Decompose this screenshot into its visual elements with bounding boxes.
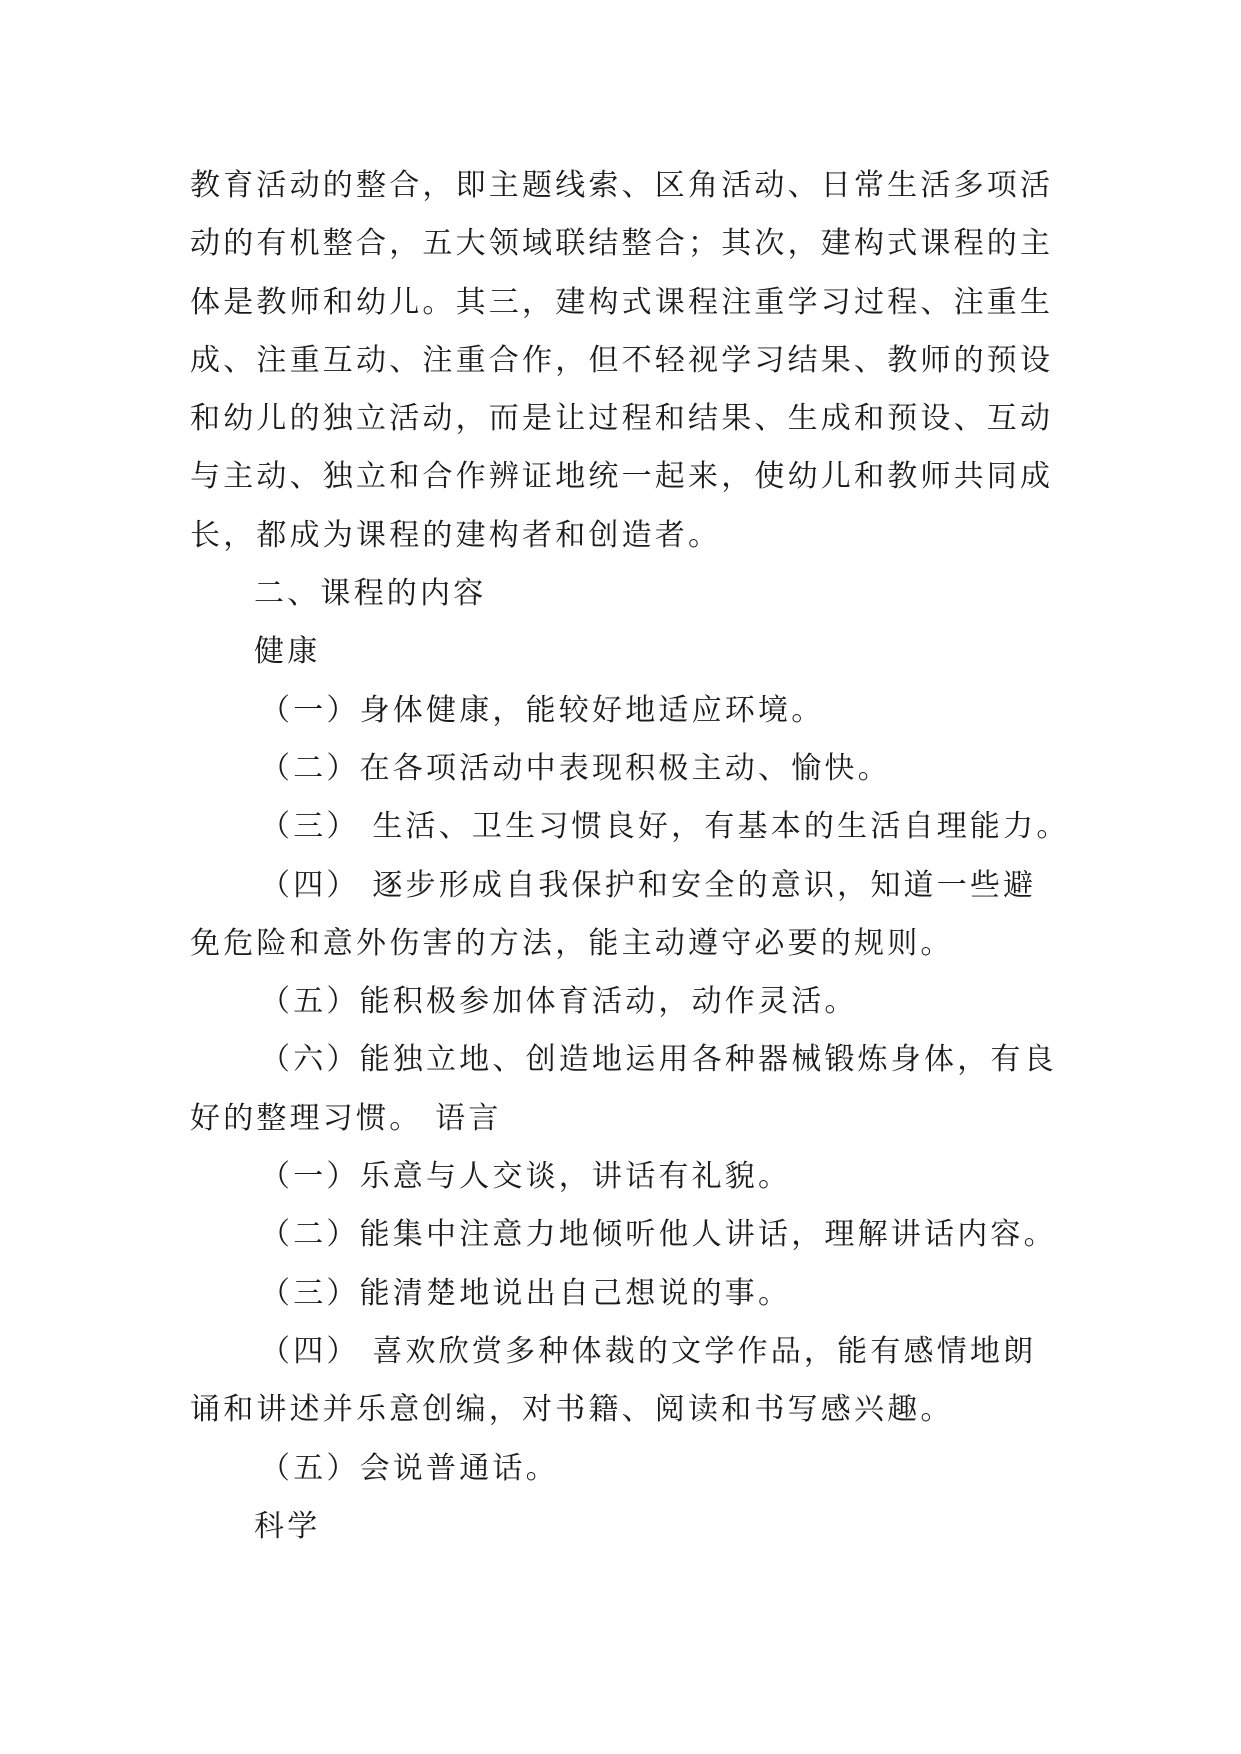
section-heading: 二、课程的内容	[254, 576, 487, 612]
list-item: （三） 生活、卫生习惯良好，有基本的生活自理能力。	[260, 809, 1070, 845]
text-line: 成、注重互动、注重合作，但不轻视学习结果、教师的预设	[190, 342, 1054, 378]
list-item: （二）能集中注意力地倾听他人讲话，理解讲话内容。	[260, 1217, 1057, 1253]
list-item-continuation: 好的整理习惯。 语言	[190, 1100, 502, 1136]
list-item: （六）能独立地、创造地运用各种器械锻炼身体，有良	[260, 1042, 1057, 1078]
text-line: 长，都成为课程的建构者和创造者。	[190, 517, 722, 553]
list-item: （五）能积极参加体育活动，动作灵活。	[260, 984, 858, 1020]
text-line: 动的有机整合，五大领域联结整合；其次，建构式课程的主	[190, 226, 1054, 262]
text-line: 体是教师和幼儿。其三，建构式课程注重学习过程、注重生	[190, 284, 1054, 320]
list-item-continuation: 诵和讲述并乐意创编，对书籍、阅读和书写感兴趣。	[190, 1392, 954, 1428]
text-line: 与主动、独立和合作辨证地统一起来，使幼儿和教师共同成	[190, 459, 1054, 495]
list-item: （五）会说普通话。	[260, 1450, 559, 1486]
text-line: 教育活动的整合，即主题线索、区角活动、日常生活多项活	[190, 168, 1054, 203]
list-item: （四） 喜欢欣赏多种体裁的文学作品，能有感情地朗	[260, 1333, 1037, 1369]
list-item: （三）能清楚地说出自己想说的事。	[260, 1275, 792, 1311]
subsection-heading-science: 科学	[254, 1508, 321, 1544]
list-item: （一）乐意与人交谈，讲话有礼貌。	[260, 1159, 792, 1195]
list-item-continuation: 免危险和意外伤害的方法，能主动遵守必要的规则。	[190, 925, 954, 961]
text-line: 和幼儿的独立活动，而是让过程和结果、生成和预设、互动	[190, 401, 1054, 437]
list-item: （一）身体健康，能较好地适应环境。	[260, 692, 825, 728]
list-item: （四） 逐步形成自我保护和安全的意识，知道一些避	[260, 867, 1037, 903]
document-body	[190, 157, 1070, 1556]
subsection-heading-health: 健康	[254, 634, 321, 670]
list-item: （二）在各项活动中表现积极主动、愉快。	[260, 750, 891, 786]
